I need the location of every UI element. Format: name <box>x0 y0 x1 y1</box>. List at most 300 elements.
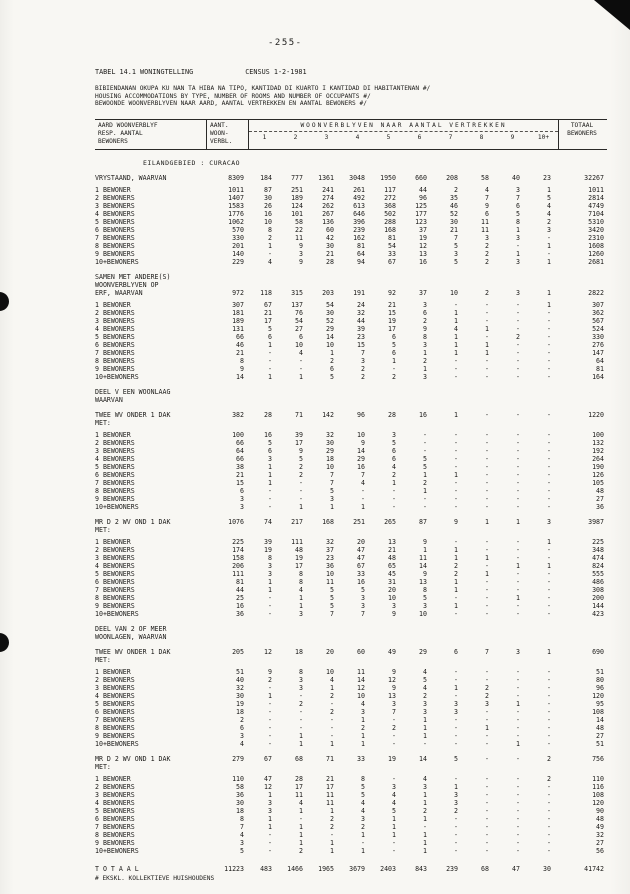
total-cell: 1260 <box>588 250 604 259</box>
value-cell: 3 <box>361 708 365 717</box>
value-cell: 1 <box>454 317 458 326</box>
value-cell: - <box>485 775 489 784</box>
value-cell: 191 <box>353 289 365 298</box>
value-cell: - <box>454 495 458 504</box>
table-label: TABEL 14.1 WONINGTELLING <box>95 68 194 76</box>
value-cell: 6 <box>392 447 396 456</box>
value-cell: 16 <box>419 411 427 420</box>
value-cell: 118 <box>260 289 272 298</box>
table-row <box>95 610 607 618</box>
aant-cell: 307 <box>232 301 244 310</box>
page-number: -255- <box>268 38 303 48</box>
value-cell: - <box>516 839 520 848</box>
aant-cell: 279 <box>232 755 244 764</box>
value-cell: - <box>547 373 551 382</box>
row-label: 9 BEWONERS <box>95 495 135 504</box>
value-cell: 16 <box>264 210 272 219</box>
value-cell: 3 <box>392 602 396 611</box>
value-cell: - <box>547 692 551 701</box>
value-cell <box>497 388 528 396</box>
value-cell: 2 <box>330 708 334 717</box>
value-cell <box>311 763 342 771</box>
value-cell: 87 <box>419 518 427 527</box>
value-cell: 37 <box>419 289 427 298</box>
aant-cell: 11223 <box>224 865 244 874</box>
total-cell: 108 <box>592 791 604 800</box>
value-cell: - <box>516 538 520 547</box>
value-cell: 3 <box>454 791 458 800</box>
value-cell: 6 <box>392 349 396 358</box>
value-cell: 2 <box>423 357 427 366</box>
value-cell: 3 <box>423 373 427 382</box>
value-cell: 3 <box>361 815 365 824</box>
aant-cell: 5 <box>240 847 244 856</box>
table-body <box>95 174 607 855</box>
value-cell: - <box>516 554 520 563</box>
row-label: SAMEN MET ANDERE(S) <box>95 273 171 282</box>
value-cell: - <box>485 487 489 496</box>
value-cell: - <box>547 546 551 555</box>
value-cell <box>404 419 435 427</box>
value-cell: - <box>547 831 551 840</box>
value-cell: 7 <box>454 234 458 243</box>
value-cell: - <box>516 325 520 334</box>
value-cell: 4 <box>392 799 396 808</box>
aant-cell: 40 <box>236 676 244 685</box>
row-label: 9 BEWONERS <box>95 365 135 374</box>
row-label: DEEL VAN 2 OF MEER <box>95 625 167 634</box>
value-cell: 1 <box>423 815 427 824</box>
value-cell <box>373 633 404 641</box>
value-cell: - <box>299 716 303 725</box>
value-cell: 16 <box>264 431 272 440</box>
aant-cell: 32 <box>236 684 244 693</box>
value-cell: 3 <box>423 708 427 717</box>
value-cell: 241 <box>322 186 334 195</box>
value-cell: 1 <box>454 783 458 792</box>
value-cell <box>249 526 280 534</box>
value-cell <box>435 388 466 396</box>
value-cell <box>249 625 280 633</box>
value-cell: 54 <box>388 242 396 251</box>
value-cell: 1 <box>392 823 396 832</box>
value-cell: 3 <box>330 495 334 504</box>
aant-cell: 66 <box>236 455 244 464</box>
value-cell: 14 <box>419 755 427 764</box>
group-titles <box>95 755 607 771</box>
value-cell: 49 <box>388 648 396 657</box>
value-cell: 9 <box>423 325 427 334</box>
row-label: 10+BEWONERS <box>95 610 139 619</box>
value-cell: 9 <box>299 447 303 456</box>
value-cell: 251 <box>353 518 365 527</box>
total-cell: 756 <box>592 755 604 764</box>
header-subcolumn-label: 10+ <box>537 133 550 141</box>
row-label: 8 BEWONERS <box>95 724 135 733</box>
value-cell: 47 <box>357 554 365 563</box>
value-cell: 239 <box>446 865 458 874</box>
value-cell: - <box>454 823 458 832</box>
value-cell <box>497 273 528 281</box>
table-row <box>95 546 607 554</box>
value-cell <box>311 388 342 396</box>
table-row <box>95 341 607 349</box>
value-cell: 1 <box>516 226 520 235</box>
value-cell: 8 <box>516 218 520 227</box>
value-cell: - <box>454 740 458 749</box>
value-cell: - <box>330 724 334 733</box>
value-cell: 267 <box>322 210 334 219</box>
value-cell: - <box>516 783 520 792</box>
header-left-line: RESP. AANTAL <box>98 129 143 137</box>
table-row <box>95 700 607 708</box>
value-cell: 54 <box>295 317 303 326</box>
total-cell: 105 <box>592 479 604 488</box>
value-cell: 35 <box>450 194 458 203</box>
value-cell: 96 <box>357 411 365 420</box>
table-row <box>95 594 607 602</box>
value-cell: 1 <box>485 325 489 334</box>
value-cell: 5 <box>299 455 303 464</box>
total-cell: 96 <box>596 684 604 693</box>
value-cell <box>280 625 311 633</box>
total-cell: 7104 <box>588 210 604 219</box>
header-subcolumn-label: 9 <box>510 133 515 141</box>
value-cell: - <box>454 365 458 374</box>
value-cell: 1 <box>268 815 272 824</box>
value-cell: 1 <box>361 740 365 749</box>
value-cell: 2 <box>485 242 489 251</box>
value-cell: 1 <box>454 309 458 318</box>
value-cell: - <box>423 503 427 512</box>
value-cell: 13 <box>419 250 427 259</box>
value-cell: - <box>516 676 520 685</box>
value-cell: - <box>547 610 551 619</box>
value-cell: 5 <box>423 594 427 603</box>
table-row <box>95 218 607 226</box>
table-row <box>95 807 607 815</box>
value-cell <box>466 656 497 664</box>
value-cell: - <box>516 357 520 366</box>
value-cell: 2 <box>485 684 489 693</box>
region-label: EILANDGEBIED : CURACAO <box>143 159 241 168</box>
total-cell: 308 <box>592 586 604 595</box>
value-cell: - <box>485 301 489 310</box>
value-cell: - <box>547 495 551 504</box>
value-cell: 5 <box>423 455 427 464</box>
row-label: 2 BEWONERS <box>95 546 135 555</box>
row-label: 5 BEWONERS <box>95 570 135 579</box>
header-span-title: WOONVERBLYVEN NAAR AANTAL VERTREKKEN <box>249 120 558 132</box>
row-label: 7 BEWONERS <box>95 479 135 488</box>
value-cell: 2 <box>299 847 303 856</box>
value-cell: 7 <box>485 648 489 657</box>
value-cell <box>373 656 404 664</box>
value-cell: - <box>392 847 396 856</box>
value-cell: - <box>547 554 551 563</box>
header-total-cell <box>559 120 605 150</box>
value-cell: 10 <box>264 218 272 227</box>
total-cell: 307 <box>592 301 604 310</box>
value-cell: 843 <box>415 865 427 874</box>
value-cell: 47 <box>512 865 520 874</box>
row-label: 2 BEWONERS <box>95 783 135 792</box>
value-cell: - <box>485 411 489 420</box>
value-cell: 1 <box>423 831 427 840</box>
total-cell: 330 <box>592 333 604 342</box>
value-cell <box>342 763 373 771</box>
page-content <box>95 68 607 882</box>
value-cell <box>404 396 435 404</box>
value-cell: 33 <box>388 250 396 259</box>
value-cell: 10 <box>295 341 303 350</box>
value-cell: 5 <box>454 242 458 251</box>
value-cell: 7 <box>392 708 396 717</box>
value-cell <box>280 396 311 404</box>
group-title-row <box>95 763 607 771</box>
value-cell: 261 <box>353 186 365 195</box>
value-cell: - <box>485 586 489 595</box>
total-cell <box>559 526 605 534</box>
aant-cell: 206 <box>232 562 244 571</box>
aant-cell <box>207 388 249 396</box>
row-label: 5 BEWONERS <box>95 333 135 342</box>
table-row <box>95 439 607 447</box>
value-cell <box>249 656 280 664</box>
row-label: 10+BEWONERS <box>95 258 139 267</box>
group-title-row <box>95 289 607 297</box>
value-cell: - <box>485 455 489 464</box>
value-cell: 10 <box>326 463 334 472</box>
value-cell <box>342 656 373 664</box>
value-cell: 16 <box>357 463 365 472</box>
value-cell <box>528 625 559 633</box>
value-cell: 12 <box>419 242 427 251</box>
value-cell <box>435 526 466 534</box>
value-cell: - <box>516 570 520 579</box>
total-cell: 486 <box>592 578 604 587</box>
value-cell: 28 <box>326 258 334 267</box>
row-label: 3 BEWONERS <box>95 447 135 456</box>
value-cell: - <box>485 823 489 832</box>
value-cell: - <box>454 503 458 512</box>
value-cell: - <box>547 668 551 677</box>
value-cell: 1 <box>299 503 303 512</box>
value-cell: 1 <box>547 538 551 547</box>
aant-cell: 3 <box>240 503 244 512</box>
value-cell: 21 <box>450 226 458 235</box>
value-cell: 58 <box>295 218 303 227</box>
value-cell: 30 <box>326 242 334 251</box>
value-cell: - <box>423 431 427 440</box>
census-label: CENSUS 1-2-1981 <box>245 68 307 76</box>
aant-cell: 174 <box>232 546 244 555</box>
value-cell: 5 <box>392 807 396 816</box>
header-left-cell <box>95 120 207 150</box>
value-cell: 274 <box>322 194 334 203</box>
value-cell: 1 <box>547 562 551 571</box>
total-cell: 824 <box>592 562 604 571</box>
value-cell: - <box>547 740 551 749</box>
value-cell <box>528 396 559 404</box>
value-cell: 2 <box>485 289 489 298</box>
value-cell: 4 <box>361 799 365 808</box>
total-cell: 126 <box>592 471 604 480</box>
value-cell: 5 <box>330 586 334 595</box>
table-row <box>95 495 607 503</box>
row-label: MET: <box>95 526 111 535</box>
total-cell <box>559 273 605 281</box>
total-cell: 81 <box>596 365 604 374</box>
group-title-row <box>95 419 607 427</box>
value-cell: 8 <box>268 554 272 563</box>
value-cell: 4 <box>547 210 551 219</box>
total-cell <box>559 633 605 641</box>
value-cell: - <box>516 668 520 677</box>
total-cell <box>559 419 605 427</box>
total-cell: 27 <box>596 839 604 848</box>
value-cell: 315 <box>291 289 303 298</box>
total-cell: 14 <box>596 716 604 725</box>
row-label: 2 BEWONERS <box>95 439 135 448</box>
value-cell: 5 <box>454 755 458 764</box>
row-label: 6 BEWONERS <box>95 341 135 350</box>
value-cell: - <box>485 333 489 342</box>
row-label: 10+BEWONERS <box>95 740 139 749</box>
value-cell: - <box>547 357 551 366</box>
value-cell: - <box>423 823 427 832</box>
value-cell: - <box>547 708 551 717</box>
table-row <box>95 716 607 724</box>
value-cell: 18 <box>295 648 303 657</box>
value-cell: 29 <box>326 447 334 456</box>
row-label: MR D 2 WV OND 1 DAK <box>95 518 171 527</box>
value-cell: - <box>547 471 551 480</box>
row-label: 5 BEWONERS <box>95 700 135 709</box>
value-cell: - <box>547 570 551 579</box>
value-cell <box>280 273 311 281</box>
table-row <box>95 847 607 855</box>
value-cell: - <box>454 463 458 472</box>
value-cell <box>280 656 311 664</box>
aant-cell <box>207 656 249 664</box>
value-cell: - <box>485 562 489 571</box>
value-cell: - <box>547 823 551 832</box>
value-cell <box>342 625 373 633</box>
value-cell: - <box>485 708 489 717</box>
value-cell: 26 <box>264 202 272 211</box>
total-cell: 264 <box>592 455 604 464</box>
aant-cell: 21 <box>236 349 244 358</box>
value-cell: - <box>516 439 520 448</box>
value-cell: 4 <box>392 463 396 472</box>
value-cell: - <box>516 301 520 310</box>
value-cell: 2 <box>423 479 427 488</box>
value-cell: 1 <box>516 700 520 709</box>
table-group <box>95 388 607 404</box>
row-label: MET: <box>95 656 111 665</box>
value-cell: 2 <box>392 724 396 733</box>
header-subcolumn-label: 7 <box>448 133 453 141</box>
row-label: TWEE WV ONDER 1 DAK <box>95 411 171 420</box>
header-subcolumn-label: 3 <box>324 133 329 141</box>
value-cell <box>497 281 528 289</box>
value-cell: 1 <box>361 503 365 512</box>
value-cell <box>404 273 435 281</box>
value-cell: 6 <box>299 333 303 342</box>
value-cell: 1 <box>454 349 458 358</box>
table-row <box>95 831 607 839</box>
value-cell: 67 <box>388 258 396 267</box>
value-cell <box>342 526 373 534</box>
value-cell: 1 <box>454 554 458 563</box>
value-cell: - <box>268 610 272 619</box>
total-cell: 474 <box>592 554 604 563</box>
value-cell: 396 <box>353 218 365 227</box>
value-cell: 3 <box>485 700 489 709</box>
value-cell: 1361 <box>318 174 334 183</box>
value-cell: 2 <box>330 692 334 701</box>
value-cell: - <box>454 716 458 725</box>
value-cell: 29 <box>326 325 334 334</box>
value-cell: 4 <box>299 586 303 595</box>
value-cell: 251 <box>291 186 303 195</box>
value-cell: 1 <box>330 847 334 856</box>
row-label: 4 BEWONERS <box>95 325 135 334</box>
value-cell: 10 <box>357 431 365 440</box>
value-cell: - <box>485 755 489 764</box>
value-cell: 12 <box>388 676 396 685</box>
value-cell: 1 <box>423 839 427 848</box>
value-cell: - <box>392 839 396 848</box>
value-cell <box>342 419 373 427</box>
value-cell: 68 <box>481 865 489 874</box>
value-cell: 9 <box>392 668 396 677</box>
header-subcolumn-label: 8 <box>479 133 484 141</box>
value-cell: 1 <box>454 411 458 420</box>
value-cell: 46 <box>450 202 458 211</box>
value-cell <box>280 526 311 534</box>
value-cell: 123 <box>415 218 427 227</box>
table-row <box>95 676 607 684</box>
value-cell: 9 <box>423 538 427 547</box>
value-cell: 2403 <box>380 865 396 874</box>
title-papiamento: BIBIENDANAN OKUPA KU NAN TA HIBA NA TIPO, KANTIDAD DI KUARTO I KANTIDAD DI HABITANTENAN #/ <box>95 85 431 92</box>
value-cell: 1 <box>516 740 520 749</box>
row-label: TWEE WV ONDER 1 DAK <box>95 648 171 657</box>
value-cell: - <box>454 431 458 440</box>
value-cell <box>342 281 373 289</box>
value-cell: - <box>454 594 458 603</box>
value-cell: 1 <box>299 594 303 603</box>
row-label: 7 BEWONERS <box>95 234 135 243</box>
value-cell: 239 <box>353 226 365 235</box>
value-cell: - <box>454 775 458 784</box>
aant-cell: 81 <box>236 578 244 587</box>
group-title-row <box>95 396 607 404</box>
value-cell <box>528 763 559 771</box>
value-cell: 21 <box>264 309 272 318</box>
value-cell: 1 <box>516 594 520 603</box>
value-cell: 20 <box>388 586 396 595</box>
value-cell: 1 <box>454 341 458 350</box>
total-cell: 2814 <box>588 194 604 203</box>
value-cell <box>435 625 466 633</box>
table-row <box>95 684 607 692</box>
total-cell: 164 <box>592 373 604 382</box>
total-cell: 32267 <box>584 174 604 183</box>
value-cell: - <box>547 807 551 816</box>
